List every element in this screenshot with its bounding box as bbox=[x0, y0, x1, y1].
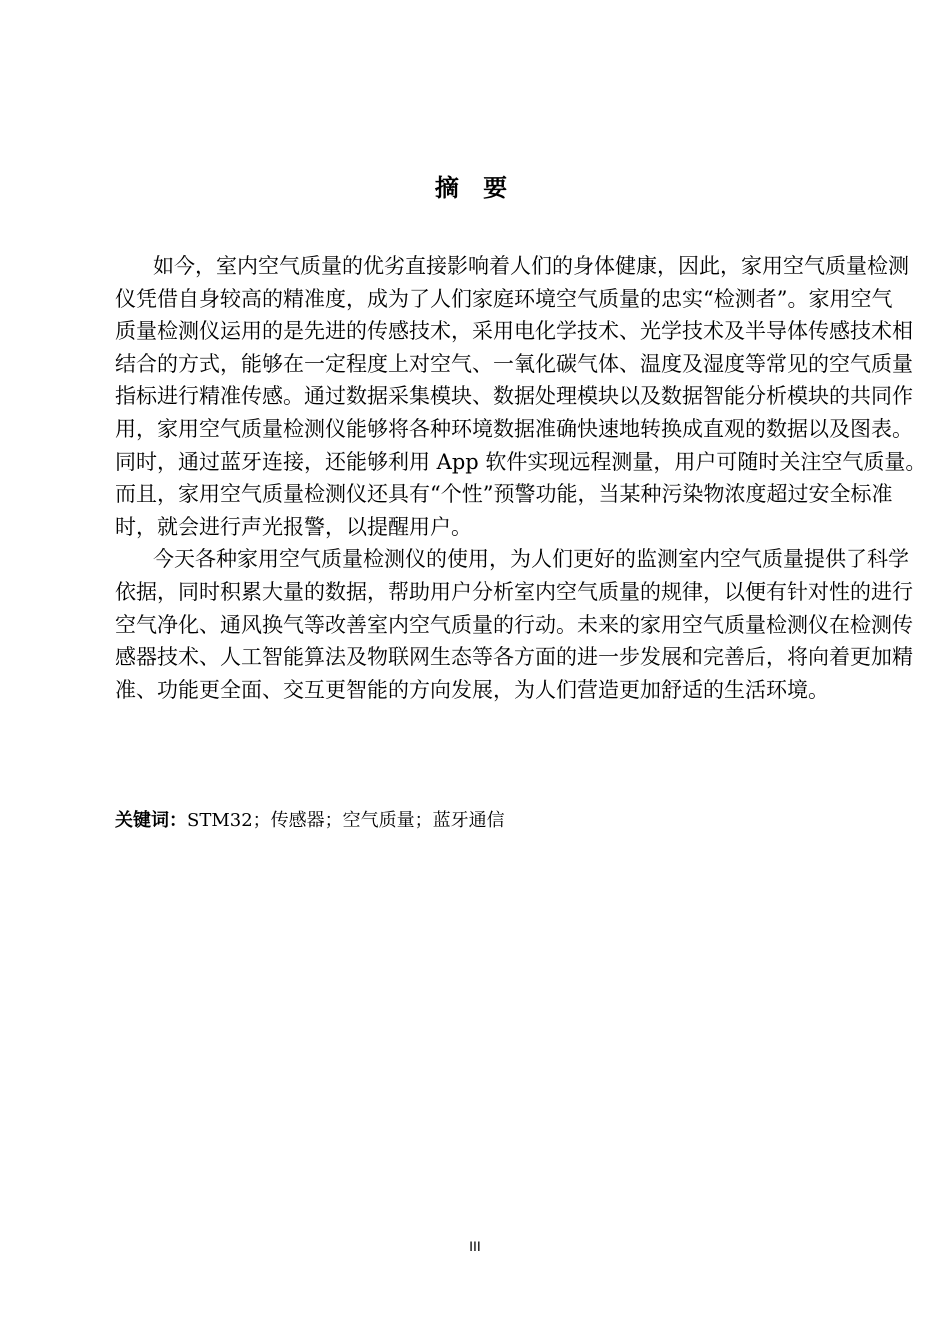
text-line: 感器技术、人工智能算法及物联网生态等各方面的进一步发展和完善后，将向着更加精 bbox=[115, 645, 913, 670]
keywords-label: 关键词： bbox=[115, 810, 187, 831]
keywords-value: STM32；传感器；空气质量；蓝牙通信 bbox=[187, 810, 505, 831]
text-line: 空气净化、通风换气等改善室内空气质量的行动。未来的家用空气质量检测仪在检测传 bbox=[115, 612, 913, 637]
page-number: III bbox=[469, 1238, 481, 1254]
text-line: 时，就会进行声光报警，以提醒用户。 bbox=[115, 514, 472, 539]
text-line: 指标进行精准传感。通过数据采集模块、数据处理模块以及数据智能分析模块的共同作 bbox=[115, 384, 913, 409]
text-line: 如今，室内空气质量的优劣直接影响着人们的身体健康，因此，家用空气质量检测 bbox=[153, 254, 909, 278]
text-line: 用，家用空气质量检测仪能够将各种环境数据准确快速地转换成直观的数据以及图表。 bbox=[115, 416, 913, 441]
abstract-body bbox=[115, 250, 927, 706]
paragraph-1 bbox=[115, 250, 927, 543]
abstract-title: 摘 要 bbox=[434, 174, 516, 202]
text-line: 依据，同时积累大量的数据，帮助用户分析室内空气质量的规律，以便有针对性的进行 bbox=[115, 579, 913, 604]
paragraph-2 bbox=[115, 543, 913, 706]
text-line: 同时，通过蓝牙连接，还能够利用 App 软件实现远程测量，用户可随时关注空气质量。 bbox=[115, 449, 927, 474]
text-line: 结合的方式，能够在一定程度上对空气、一氧化碳气体、温度及湿度等常见的空气质量 bbox=[115, 351, 913, 376]
text-line: 仪凭借自身较高的精准度，成为了人们家庭环境空气质量的忠实“检测者”。家用空气 bbox=[115, 286, 893, 311]
text-line: 质量检测仪运用的是先进的传感技术，采用电化学技术、光学技术及半导体传感技术相 bbox=[115, 319, 913, 344]
text-line: 今天各种家用空气质量检测仪的使用，为人们更好的监测室内空气质量提供了科学 bbox=[153, 547, 909, 572]
text-line: 准、功能更全面、交互更智能的方向发展，为人们营造更加舒适的生活环境。 bbox=[115, 677, 829, 702]
text-line: 而且，家用空气质量检测仪还具有“个性”预警功能，当某种污染物浓度超过安全标准 bbox=[115, 482, 893, 507]
keywords bbox=[115, 808, 505, 834]
